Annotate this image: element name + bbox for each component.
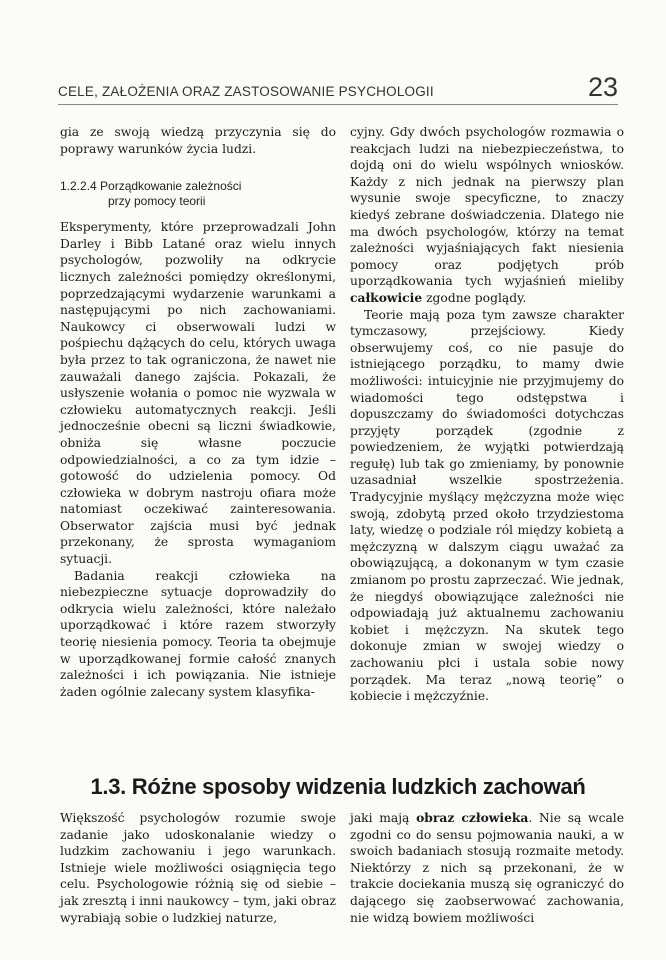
bottom-left-paragraph: Większość psychologów rozumie swoje zadanie jako udoskonalanie wiedzy o ludzkim zachowaniu i jego warunkach. Istnieje wiele możliwości osiągnięcia tego celu. Psychologowie różnią się od siebie – jak zresztą i inni naukowcy – tym, jaki obraz wyrabiają sobie o ludzkiej naturze,	[60, 811, 336, 925]
left-paragraph-2: Eksperymenty, które przeprowadzali John Darley i Bibb Latané oraz wielu innych psychologów, pozwoliły na odkrycie licznych zależności pomiędzy określonymi, poprzedzającymi wydarzenie warunkami a następującymi po nich zachowaniami. Naukowcy ci obserwowali ludzi w pośpiechu dążących do celu, których uwaga była przez to tak ograniczona, że nawet nie zauważali danego zajścia. Pokazali, że usłyszenie wołania o pomoc nie wyzwala w człowieku automatycznych reakcji. Jeśli jednocześnie obecni są liczni świadkowie, obniża się własne poczucie odpowiedzialności, a co za tym idzie – gotowość do udzielenia pomocy. Od człowieka w dobrym nastroju ofiara może natomiast oczekiwać zainteresowania. Obserwator zajścia musi być jednak przekonany, że sprosta wymaganiom sytuacji.	[60, 220, 336, 567]
bottom-right-bold: obraz człowieka	[416, 810, 529, 825]
bottom-right-tail: . Nie są wcale zgodni co do sensu pojmowania nauki, a w swoich badaniach stosują rozmaite metody. Niektórzy z nich są przekonani, że w trakcie dociekania muszą się ograniczyć do dającego się zaobserwować zachowania, nie widzą bowiem możliwości	[350, 811, 624, 925]
running-header	[58, 72, 618, 105]
bottom-right-paragraph	[350, 810, 624, 926]
bottom-right-text: jaki mają	[350, 811, 410, 825]
right-p1-bold: całkowicie	[350, 289, 423, 305]
right-p1-text: cyjny. Gdy dwóch psychologów rozmawia o reakcjach ludzi na niebezpieczeństwa, to dojdą oni do wielu wspólnych wniosków. Każdy z nich jednak na pierwszy plan wysunie swoje specyficzne, to znaczy kiedyś zebrane doświadczenia. Dlatego nie ma dwóch psychologów, którzy na temat zależności wyjaśniających fakt niesienia pomocy oraz podjętych prób uporządkowania tych wyjaśnień mieliby	[350, 125, 624, 289]
page-number: 23	[587, 72, 618, 102]
left-paragraph-1: gia ze swoją wiedzą przyczynia się do poprawy warunków życia ludzi.	[60, 125, 336, 156]
left-paragraph-3: Badania reakcji człowieka na niebezpieczne sytuacje doprowadziły do odkrycia wielu zależności, które należało uporządkować i które razem stworzyły teorię niesienia pomocy. Teoria ta obejmuje w uporządkowanej formie całość znanych zależności i ich powiązania. Nie istnieje żaden ogólnie zalecany system klasyfika-	[60, 568, 336, 699]
subsection-heading	[60, 179, 336, 209]
left-column	[60, 124, 336, 700]
running-title: CELE, ZAŁOŻENIA ORAZ ZASTOSOWANIE PSYCHOLOGII	[58, 84, 434, 99]
right-paragraph-1	[350, 124, 624, 307]
right-paragraph-2: Teorie mają poza tym zawsze charakter tymczasowy, przejściowy. Kiedy obserwujemy coś, co nie pasuje do istniejącego porządku, to mamy dwie możliwości: intuicyjnie nie przyjmujemy do wiadomości tego odstępstwa i dopuszczamy do świadomości dotychczas przyjęty porządek (zgodnie z powiedzeniem, że wyjątki potwierdzają regułę) lub tak go zmieniamy, by ponownie uzasadniał wszelkie spostrzeżenia. Tradycyjnie myślący mężczyzna może więc swoją, zdobytą przed około trzydziestoma laty, wiedzę o podziale ról między kobietą a mężczyzną w dalszym ciągu uważać za obowiązującą, a dokonanym w tym czasie zmianom po prostu zaprzeczać. Wie jednak, że niegdyś obowiązujące zależności nie odpowiadają już aktualnemu zachowaniu kobiet i mężczyzn. Na skutek tego dokonuje zmian w swojej wiedzy o zachowaniu płci i ustala sobie nowy porządek. Ma teraz „nową teorię” o kobiecie i mężczyźnie.	[350, 307, 624, 704]
subsection-title-line1: 1.2.2.4 Porządkowanie zależności	[60, 179, 242, 194]
right-column	[350, 124, 624, 705]
section-title: 1.3. Różne sposoby widzenia ludzkich zachowań	[90, 774, 586, 799]
bottom-right-column	[350, 810, 624, 926]
bottom-left-column	[60, 810, 336, 926]
right-p1-tail: zgodne poglądy.	[426, 290, 527, 305]
subsection-title-line2: przy pomocy teorii	[108, 194, 206, 209]
